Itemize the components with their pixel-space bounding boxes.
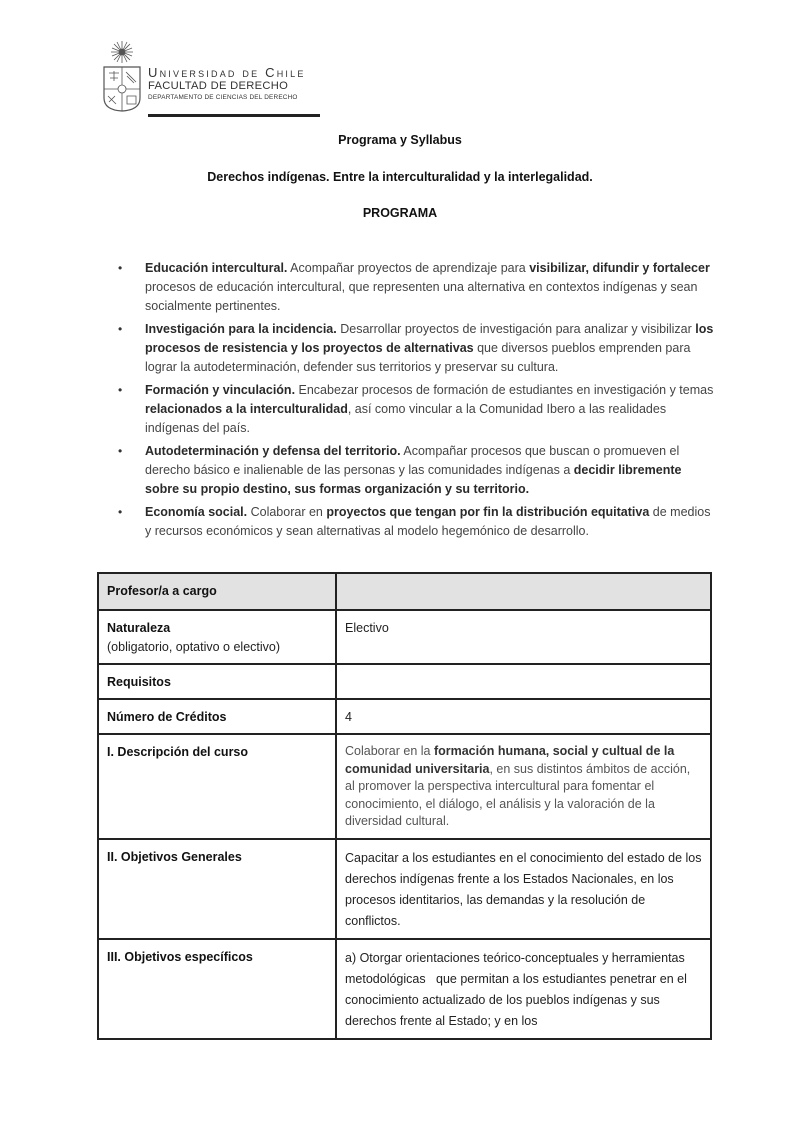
label-requisitos: Requisitos	[98, 664, 336, 699]
bullet-icon: •	[118, 444, 123, 458]
label-descripcion: I. Descripción del curso	[98, 734, 336, 839]
label-objetivos-especificos: III. Objetivos específicos	[98, 939, 336, 1039]
program-bullet-list	[118, 259, 718, 545]
label-profesor: Profesor/a a cargo	[98, 573, 336, 610]
naturaleza-sublabel: (obligatorio, optativo o electivo)	[107, 640, 281, 654]
table-row-creditos	[98, 699, 711, 734]
value-naturaleza: Electivo	[336, 610, 711, 664]
table-row-objetivos-especificos	[98, 939, 711, 1039]
value-descripcion: Colaborar en la formación humana, social y cultual de la comunidad universitaria, en sus distintos ámbitos de acción, al promover la perspectiva intercultural para fomentar el conocimiento, el diálogo, el análisis y la valoración de la diversidad cultural.	[336, 734, 711, 839]
bullet-icon: •	[118, 322, 123, 336]
bullet-item: • Economía social. Colaborar en proyectos que tengan por fin la distribución equitativa de medios y recursos económicos y sean alternativas al modelo hegemónico de desarrollo.	[118, 505, 711, 538]
document-title: Programa y Syllabus	[338, 133, 462, 147]
faculty-name: FACULTAD DE DERECHO	[148, 80, 289, 92]
value-requisitos	[336, 664, 711, 699]
bullet-icon: •	[118, 505, 123, 519]
value-creditos: 4	[336, 699, 711, 734]
table-row-objetivos-generales	[98, 839, 711, 939]
label-objetivos-generales: II. Objetivos Generales	[98, 839, 336, 939]
value-objetivos-generales: Capacitar a los estudiantes en el conocimiento del estado de los derechos indígenas frente a los Estados Nacionales, en los procesos identitarios, las demandas y la resolución de conflictos.	[336, 839, 711, 939]
naturaleza-label: Naturaleza	[107, 621, 171, 635]
course-title: Derechos indígenas. Entre la interculturalidad y la interlegalidad.	[207, 170, 593, 184]
header-rule	[148, 114, 320, 117]
bullet-item: • Autodeterminación y defensa del territorio. Acompañar procesos que buscan o promueven el derecho básico e inalienable de las personas y las comunidades indígenas a decidir libremente sobre su propio destino, sus formas organización y su territorio.	[118, 444, 682, 496]
value-profesor	[336, 573, 711, 610]
value-objetivos-especificos: a) Otorgar orientaciones teórico-conceptuales y herramientas metodológicas que permitan a los estudiantes penetrar en el conocimiento actualizado de los pueblos indígenas y sus derechos frente al Estado; y en los	[336, 939, 711, 1039]
label-creditos: Número de Créditos	[98, 699, 336, 734]
bullet-icon: •	[118, 383, 123, 397]
department-name: DEPARTAMENTO DE CIENCIAS DEL DERECHO	[148, 94, 298, 101]
table-row-profesor	[98, 573, 711, 610]
table-row-naturaleza	[98, 610, 711, 664]
university-name: Universidad de Chile	[148, 65, 306, 80]
table-row-requisitos	[98, 664, 711, 699]
university-logo	[101, 40, 331, 120]
table-row-descripcion	[98, 734, 711, 839]
bullet-item: • Educación intercultural. Acompañar proyectos de aprendizaje para visibilizar, difundir y fortalecer procesos de educación intercultural, que representen una alternativa en contextos indígenas y sean socialmente pertinentes.	[118, 261, 710, 313]
section-heading: PROGRAMA	[362, 206, 438, 220]
bullet-item: • Investigación para la incidencia. Desarrollar proyectos de investigación para analizar y visibilizar los procesos de resistencia y los proyectos de alternativas que diversos pueblos emprenden para lograr la autodeterminación, defender sus territorios y preservar su cultura.	[118, 322, 714, 374]
course-info-table	[97, 572, 712, 1040]
bullet-icon: •	[118, 261, 123, 275]
bullet-item: • Formación y vinculación. Encabezar procesos de formación de estudiantes en investigación y temas relacionados a la interculturalidad, así como vincular a la Comunidad Ibero a las realidades indígenas del país.	[118, 383, 714, 435]
university-crest-icon	[101, 40, 143, 112]
label-naturaleza	[98, 610, 336, 664]
